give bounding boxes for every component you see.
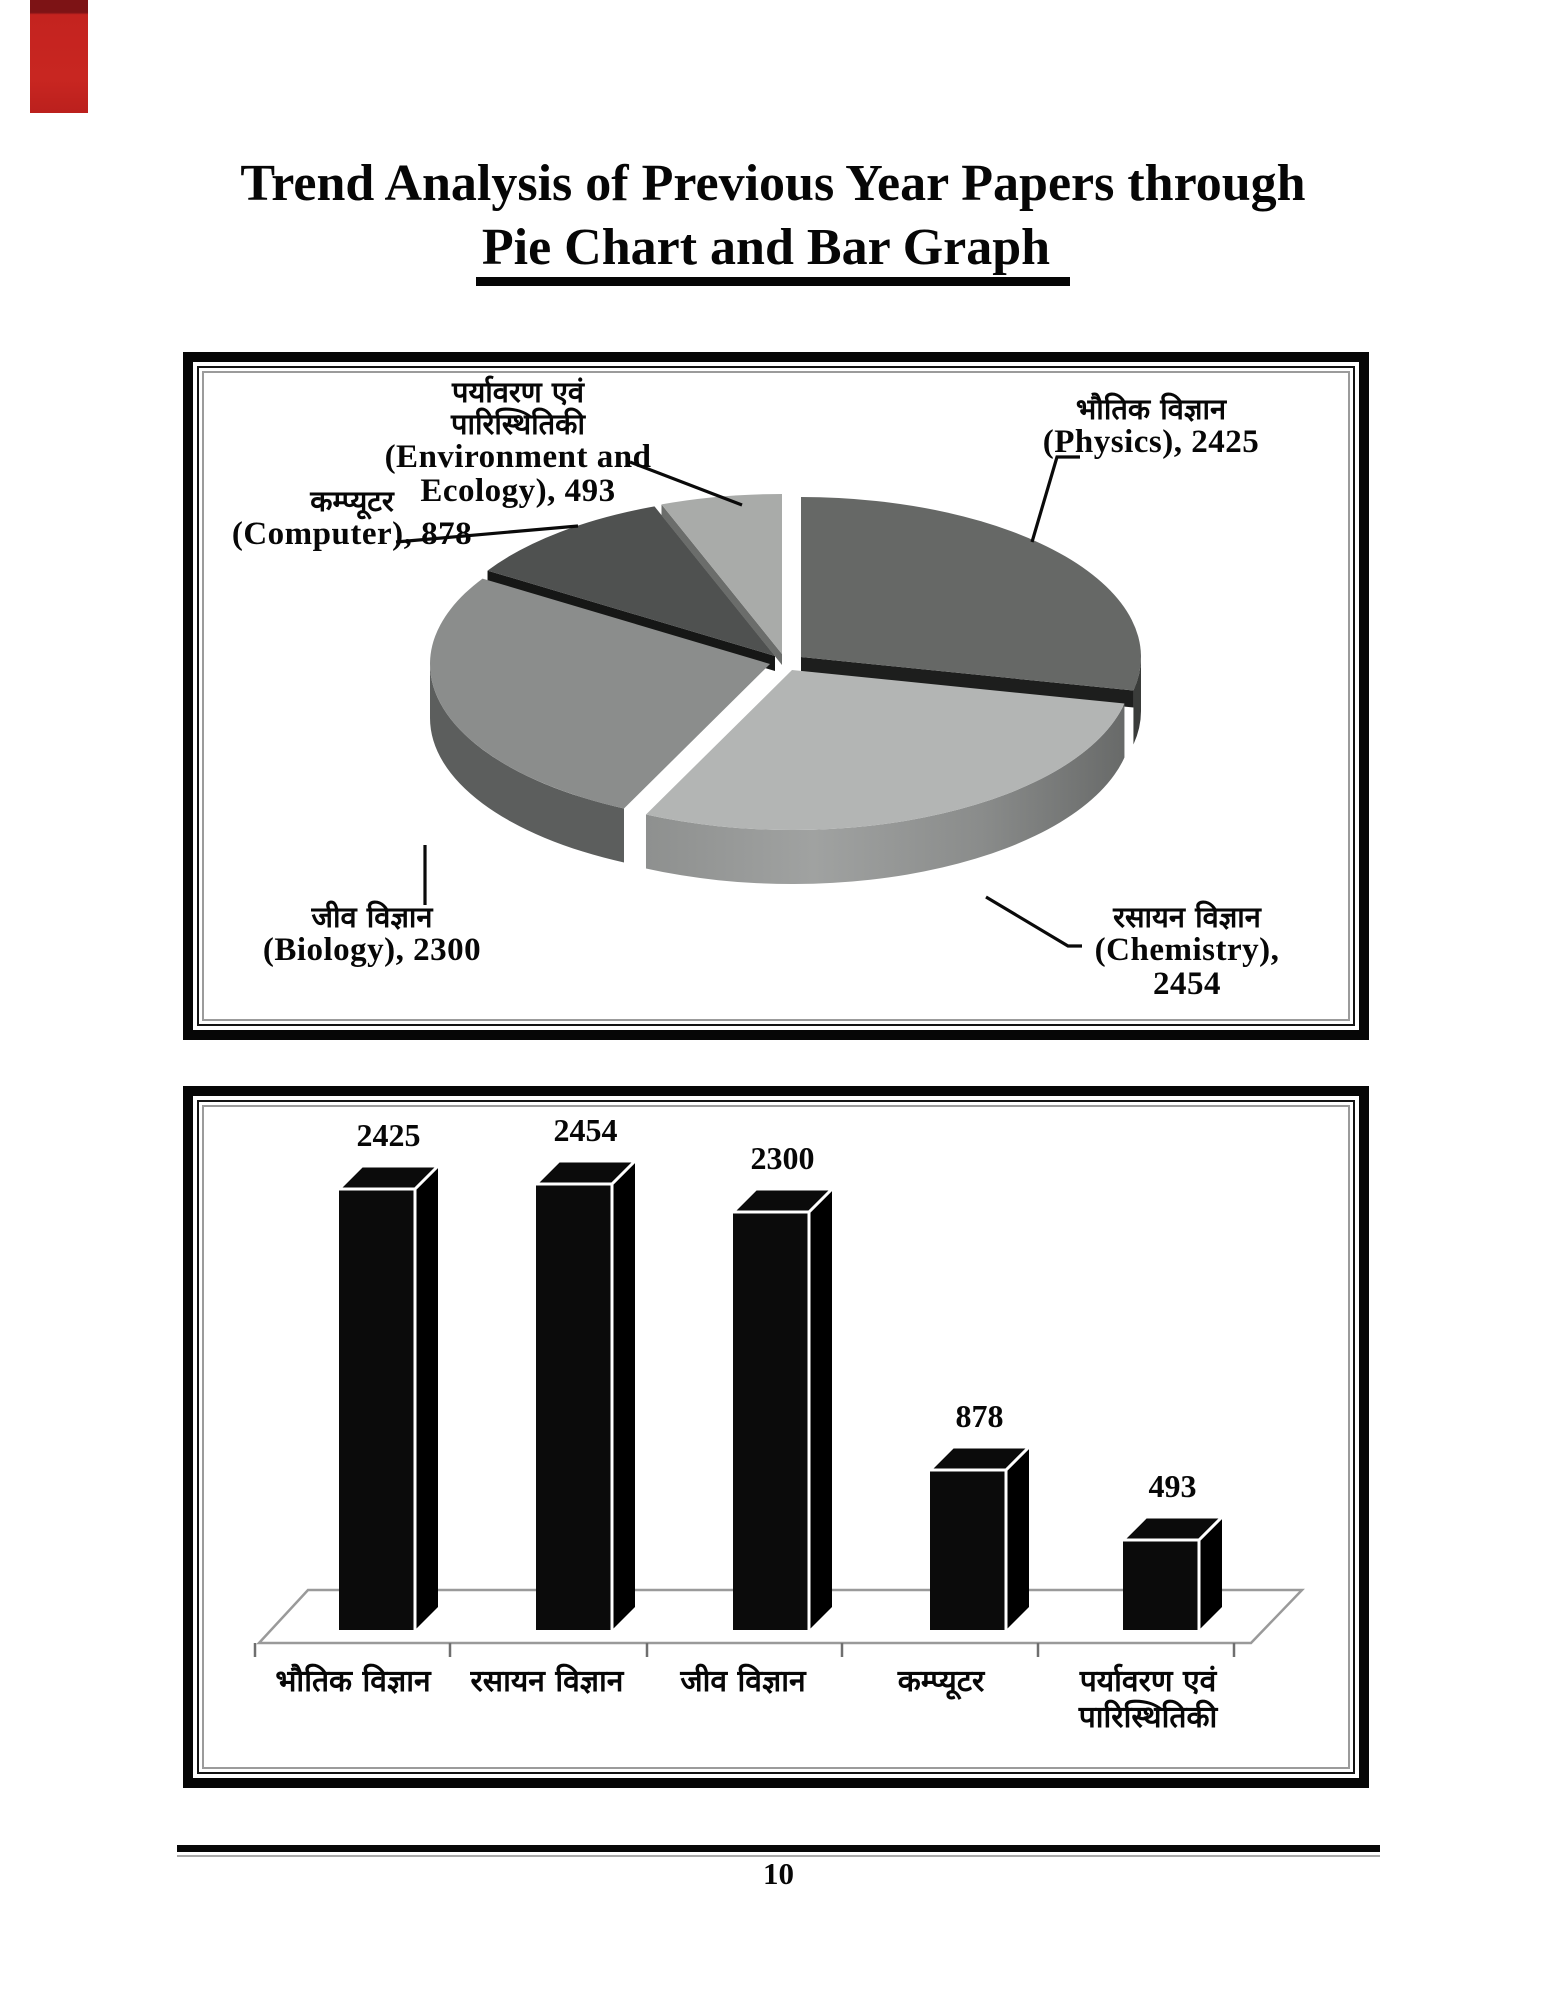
page-title-line2 [0,220,1546,286]
page-title-line2-underlined: Pie Chart and Bar Graph [476,220,1070,286]
red-bookmark-ribbon [30,0,88,113]
x-axis-label-chemistry: रसायन विज्ञान [470,1664,624,1699]
pie-label-environment-english1: (Environment and [384,439,652,475]
pie-label-computer-hindi: कम्प्यूटर [310,484,394,518]
pie-label-physics [991,393,1311,459]
pie-chart-box [183,352,1369,1040]
pie-label-physics-english: (Physics), 2425 [1042,424,1260,460]
pie-label-environment-english2: Ecology), 493 [420,473,616,509]
pie-label-environment-hindi1: पर्यावरण एवं [451,375,584,409]
pie-label-chemistry-english: (Chemistry), 2454 [1094,932,1280,1002]
footer-rule [177,1845,1380,1852]
pie-label-biology [242,901,502,967]
pie-chart-area [204,373,1348,1019]
x-axis-label-computer: कम्प्यूटर [897,1664,985,1699]
page-title-line1: Trend Analysis of Previous Year Papers through [240,155,1306,212]
bar-chart-box-gray-border [202,1105,1350,1769]
page-number: 10 [763,1856,794,1891]
bar-chart-box-inner-border [197,1100,1355,1774]
pie-label-environment-hindi2: पारिस्थितिकी [451,407,585,441]
bar-value-label-computer: 878 [955,1398,1004,1434]
x-axis-label-environment: पर्यावरण एवं पारिस्थितिकी [1078,1664,1218,1735]
x-axis-label-physics: भौतिक विज्ञान [275,1664,431,1699]
pie-chart-box-gray-border [202,371,1350,1021]
pie-label-computer-english: (Computer), 878 [231,516,473,552]
pie-label-biology-hindi: जीव विज्ञान [311,900,433,934]
pie-label-biology-english: (Biology), 2300 [262,932,482,968]
pie-label-chemistry [1057,901,1317,1001]
x-axis-label-biology: जीव विज्ञान [680,1664,806,1699]
bar-chart-box [183,1086,1369,1788]
bar-value-label-environment: 493 [1148,1468,1197,1504]
bar-value-label-biology: 2300 [750,1140,815,1176]
pie-label-chemistry-hindi: रसायन विज्ञान [1113,900,1261,934]
bar-chart-area [204,1107,1348,1767]
bar-value-label-chemistry: 2454 [553,1112,618,1148]
pie-label-physics-hindi: भौतिक विज्ञान [1075,392,1227,426]
bar-value-label-physics: 2425 [356,1117,421,1153]
pie-label-computer [202,485,502,551]
pie-chart-box-inner-border [197,366,1355,1026]
